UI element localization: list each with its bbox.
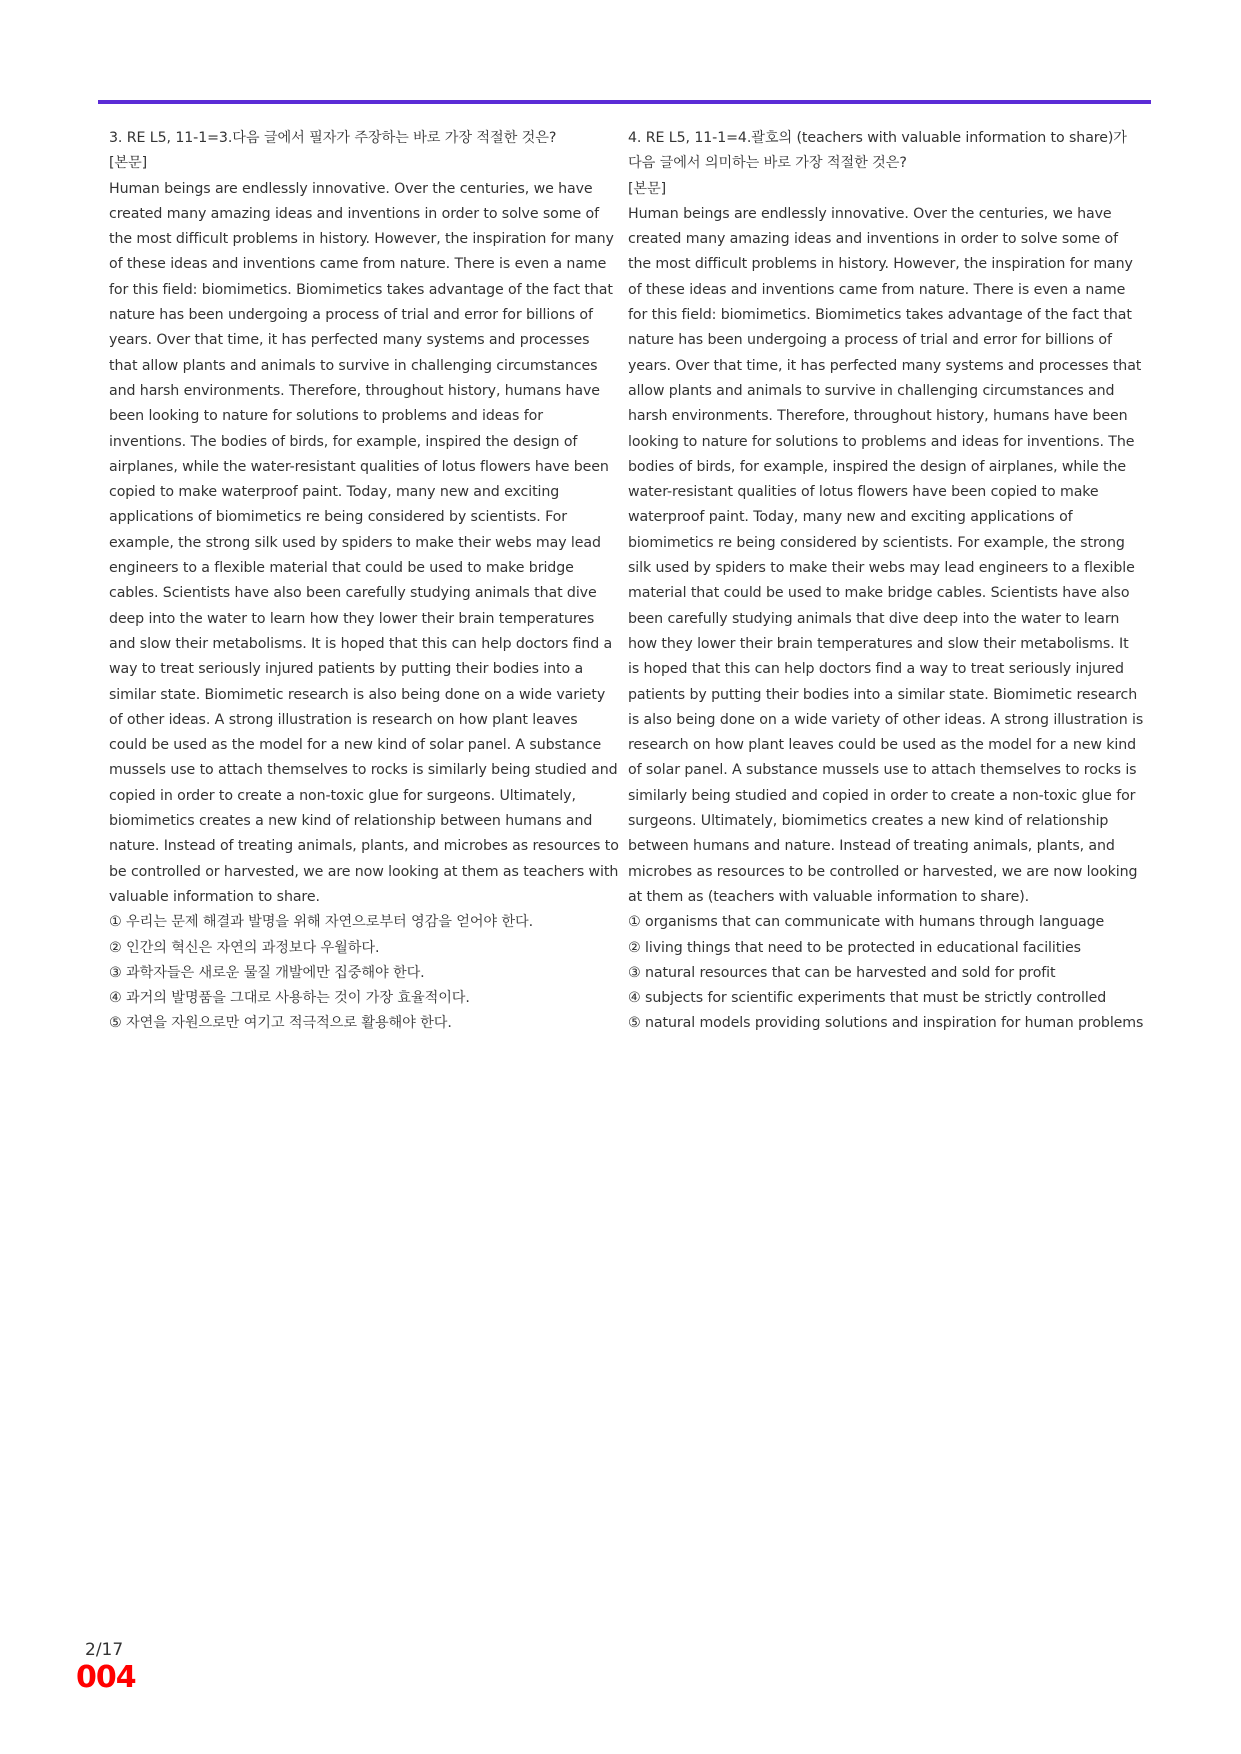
choice-2[interactable]: ② 인간의 혁신은 자연의 과정보다 우월하다. <box>109 939 380 956</box>
choice-1[interactable]: ① 우리는 문제 해결과 발명을 위해 자연으로부터 영감을 얻어야 한다. <box>109 914 534 931</box>
answer-choices <box>628 910 1144 1036</box>
choice-4[interactable]: ④ 과거의 발명품을 그대로 사용하는 것이 가장 효율적이다. <box>109 990 470 1007</box>
answer-choices <box>109 910 619 1036</box>
page-number: 2/17 <box>85 1640 124 1660</box>
passage-label: [본문] <box>109 155 148 172</box>
passage-label: [본문] <box>628 180 667 197</box>
passage-text: Human beings are endlessly innovative. Over the centuries, we have created many amazing ideas and inventions in order to solve some of the most difficult problems in history. However, the inspiration for many of these ideas and inventions came from nature. There is even a name for this field: biomimetics. Biomimetics takes advantage of the fact that nature has been undergoing a process of trial and error for billions of years. Over that time, it has perfected many systems and processes that allow plants and animals to survive in challenging circumstances and harsh environments. Therefore, throughout history, humans have been looking to nature for solutions to problems and ideas for inventions. The bodies of birds, for example, inspired the design of airplanes, while the water-resistant qualities of lotus flowers have been copied to make waterproof paint. Today, many new and exciting applications of biomimetics re being considered by scientists. For example, the strong silk used by spiders to make their webs may lead engineers to a flexible material that could be used to make bridge cables. Scientists have also been carefully studying animals that dive deep into the water to learn how they lower their brain temperatures and slow their metabolisms. It is hoped that this can help doctors find a way to treat seriously injured patients by putting their bodies into a similar state. Biomimetic research is also being done on a wide variety of other ideas. A strong illustration is research on how plant leaves could be used as the model for a new kind of solar panel. A substance mussels use to attach themselves to rocks is similarly being studied and copied in order to create a non-toxic glue for surgeons. Ultimately, biomimetics creates a new kind of relationship between humans and nature. Instead of treating animals, plants, and microbes as resources to be controlled or harvested, we are now looking at them as teachers with valuable information to share. <box>109 180 619 905</box>
question-title: 3. RE L5, 11-1=3.다음 글에서 필자가 주장하는 바로 가장 적절한 것은? <box>109 130 557 146</box>
choice-4[interactable]: ④ subjects for scientific experiments that must be strictly controlled <box>628 990 1107 1007</box>
choice-3[interactable]: ③ natural resources that can be harvested and sold for profit <box>628 964 1056 981</box>
passage-text: Human beings are endlessly innovative. Over the centuries, we have created many amazing ideas and inventions in order to solve some of the most difficult problems in history. However, the inspiration for many of these ideas and inventions came from nature. There is even a name for this field: biomimetics. Biomimetics takes advantage of the fact that nature has been undergoing a process of trial and error for billions of years. Over that time, it has perfected many systems and processes that allow plants and animals to survive in challenging circumstances and harsh environments. Therefore, throughout history, humans have been looking to nature for solutions to problems and ideas for inventions. The bodies of birds, for example, inspired the design of airplanes, while the water-resistant qualities of lotus flowers have been copied to make waterproof paint. Today, many new and exciting applications of biomimetics re being considered by scientists. For example, the strong silk used by spiders to make their webs may lead engineers to a flexible material that could be used to make bridge cables. Scientists have also been carefully studying animals that dive deep into the water to learn how they lower their brain temperatures and slow their metabolisms. It is hoped that this can help doctors find a way to treat seriously injured patients by putting their bodies into a similar state. Biomimetic research is also being done on a wide variety of other ideas. A strong illustration is research on how plant leaves could be used as the model for a new kind of solar panel. A substance mussels use to attach themselves to rocks is similarly being studied and copied in order to create a non-toxic glue for surgeons. Ultimately, biomimetics creates a new kind of relationship between humans and nature. Instead of treating animals, plants, and microbes as resources to be controlled or harvested, we are now looking at them as (teachers with valuable information to share). <box>628 205 1144 905</box>
question-4 <box>628 126 1144 1037</box>
choice-5[interactable]: ⑤ 자연을 자원으로만 여기고 적극적으로 활용해야 한다. <box>109 1015 452 1032</box>
choice-3[interactable]: ③ 과학자들은 새로운 물질 개발에만 집중해야 한다. <box>109 964 425 981</box>
question-3 <box>109 126 619 1037</box>
page-code: 004 <box>76 1660 136 1695</box>
choice-2[interactable]: ② living things that need to be protected in educational facilities <box>628 939 1081 956</box>
choice-5[interactable]: ⑤ natural models providing solutions and inspiration for human problems <box>628 1015 1144 1032</box>
top-rule <box>98 100 1151 104</box>
question-title: 4. RE L5, 11-1=4.괄호의 (teachers with valuable information to share)가 다음 글에서 의미하는 바로 가장 적절한 것은? <box>628 130 1127 172</box>
choice-1[interactable]: ① organisms that can communicate with humans through language <box>628 914 1105 931</box>
